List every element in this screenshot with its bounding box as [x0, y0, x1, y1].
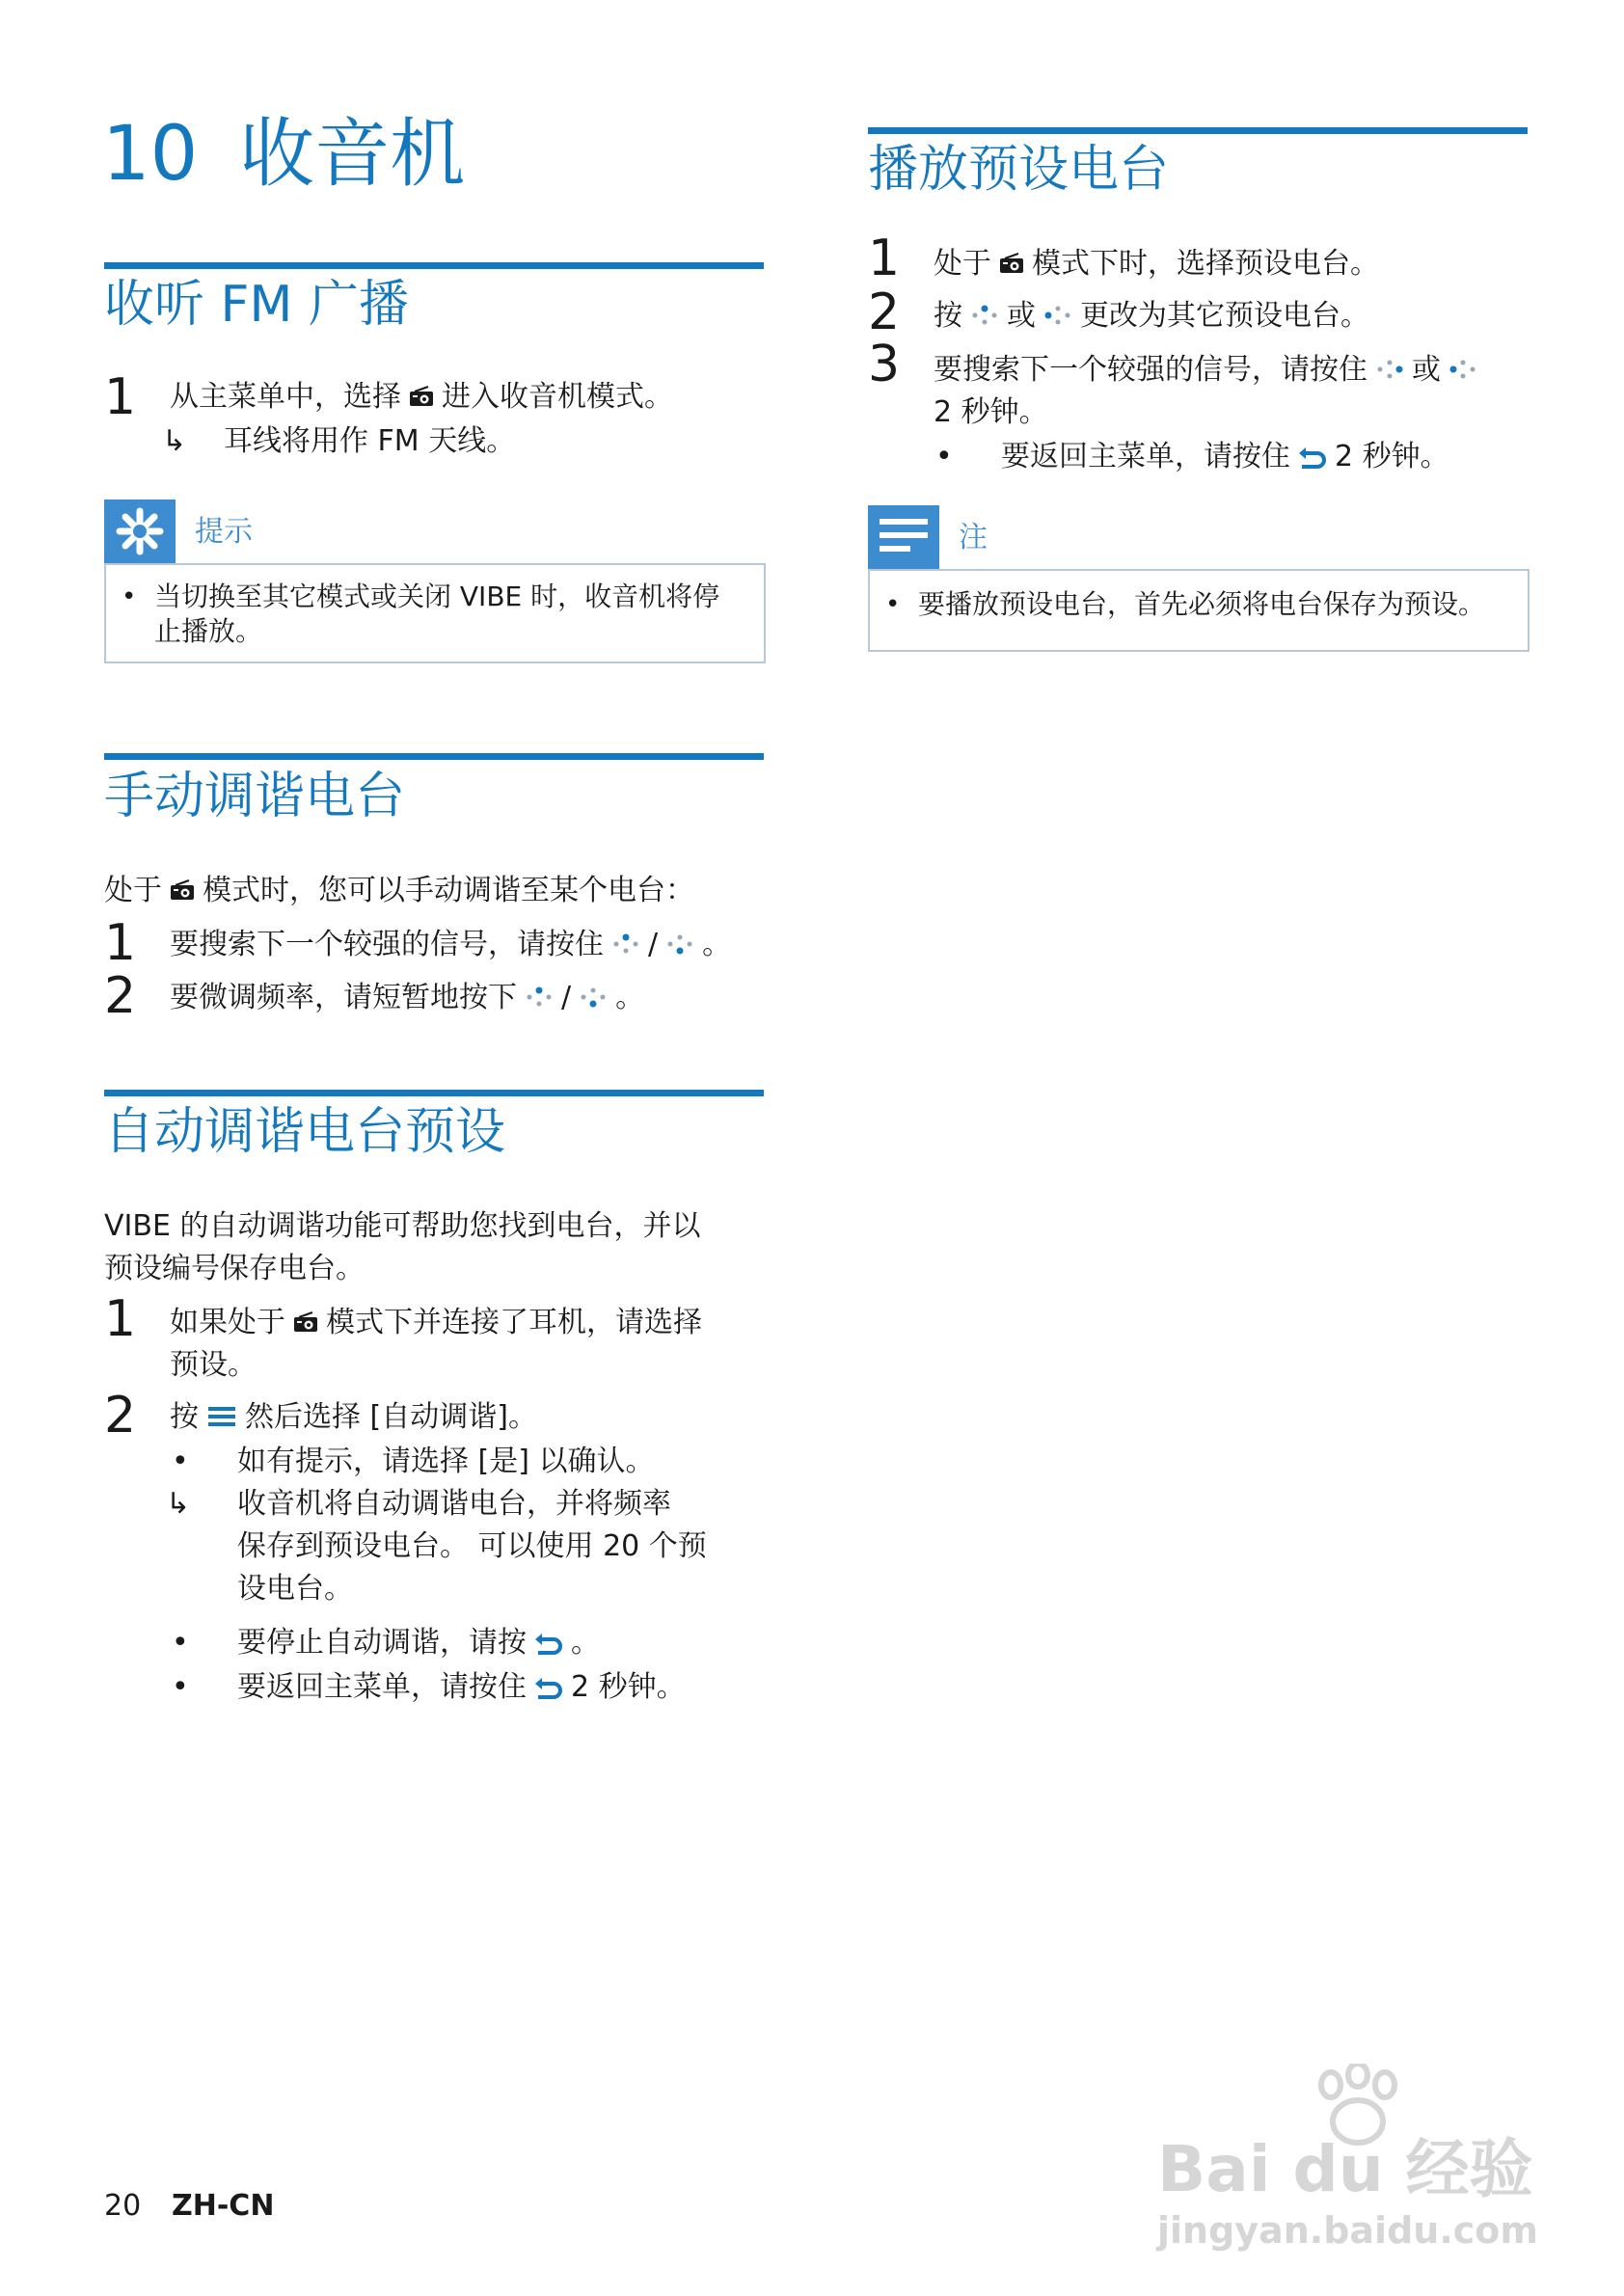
back-icon	[532, 1630, 565, 1655]
nav-up-icon	[525, 986, 554, 1008]
step-text: 处于 模式下时，选择预设电台。	[934, 247, 1379, 281]
watermark-url: jingyan.baidu.com	[1157, 2209, 1538, 2252]
tip-star-icon	[104, 500, 176, 563]
back-icon	[532, 1674, 565, 1699]
note-text: 要播放预设电台，首先必须将电台保存为预设。	[918, 588, 1486, 620]
tip-label: 提示	[195, 515, 253, 549]
result-text-line2: 保存到预设电台。 可以使用 20 个预	[237, 1529, 707, 1563]
menu-icon	[206, 1404, 237, 1429]
result-text: 耳线将用作 FM 天线。	[224, 424, 516, 458]
step-text: 从主菜单中，选择 进入收音机模式。	[170, 380, 673, 414]
result-text-line3: 设电台。	[237, 1572, 353, 1606]
result-arrow-icon: ↳	[166, 1487, 191, 1521]
section-rule	[104, 262, 764, 269]
step-number: 1	[104, 368, 137, 426]
step-number: 2	[104, 1387, 137, 1445]
section-heading-auto: 自动调谐电台预设	[104, 1103, 506, 1161]
watermark	[1157, 2064, 1543, 2256]
result-text-line1: 收音机将自动调谐电台，并将频率	[237, 1487, 671, 1521]
step-number: 1	[868, 230, 901, 287]
step-text: 要搜索下一个较强的信号，请按住 或	[934, 349, 1485, 392]
bullet-dot: •	[122, 582, 137, 611]
tip-text-line2: 止播放。	[154, 615, 263, 647]
step-text: 要微调频率，请短暂地按下 / 。	[170, 981, 645, 1014]
radio-icon	[293, 1311, 318, 1333]
tip-text-line1: 当切换至其它模式或关闭 VIBE 时，收音机将停	[154, 581, 720, 612]
chapter-title	[102, 108, 465, 201]
nav-next-icon	[1375, 359, 1404, 380]
chapter-number: 10	[102, 111, 199, 198]
bullet-dot: •	[885, 590, 901, 619]
step-number: 2	[868, 284, 901, 341]
section-heading-manual: 手动调谐电台	[104, 768, 406, 825]
nav-up-icon	[611, 933, 640, 955]
radio-icon	[409, 386, 434, 407]
nav-down-icon	[579, 986, 608, 1008]
step-text: 按 然后选择 [自动调谐]。	[170, 1400, 537, 1434]
step-number: 1	[104, 914, 137, 972]
section-rule	[868, 127, 1528, 134]
bullet-text: 如有提示，请选择 [是] 以确认。	[237, 1445, 655, 1478]
note-label: 注	[959, 521, 988, 554]
section-heading-fm: 收听 FM 广播	[104, 276, 409, 334]
note-lines-icon	[868, 505, 939, 569]
bullet-text: 要停止自动调谐，请按 。	[237, 1626, 600, 1660]
auto-intro-line2: 预设编号保存电台。	[104, 1252, 365, 1285]
nav-prev-icon	[1448, 359, 1477, 380]
bullet-text: 要返回主菜单，请按住 2 秒钟。	[237, 1670, 686, 1704]
bullet-dot: •	[172, 1626, 189, 1660]
radio-icon	[999, 253, 1024, 274]
bullet-dot: •	[172, 1670, 189, 1704]
language-code: ZH-CN	[172, 2189, 275, 2223]
nav-up-icon	[970, 305, 999, 326]
chapter-name: 收音机	[239, 111, 466, 198]
step-text-cont: 2 秒钟。	[934, 395, 1048, 429]
result-arrow-icon: ↳	[162, 424, 187, 458]
section-rule	[104, 753, 764, 760]
back-icon	[1296, 444, 1329, 469]
page-number: 20	[104, 2189, 142, 2223]
step-number: 2	[104, 967, 137, 1025]
step-text: 按 或 更改为其它预设电台。	[934, 299, 1369, 333]
step-number: 3	[868, 336, 901, 393]
step-text: 如果处于 模式下并连接了耳机，请选择	[170, 1306, 702, 1339]
section-heading-play: 播放预设电台	[868, 141, 1170, 199]
bullet-dot: •	[172, 1445, 189, 1478]
bullet-dot: •	[935, 440, 953, 473]
section-rule	[104, 1090, 764, 1096]
step-text-cont: 预设。	[170, 1348, 257, 1382]
nav-down-icon	[665, 933, 694, 955]
step-text: 要搜索下一个较强的信号，请按住 / 。	[170, 928, 732, 961]
bullet-text: 要返回主菜单，请按住 2 秒钟。	[1001, 440, 1449, 473]
manual-intro: 处于 模式时，您可以手动调谐至某个电台：	[104, 874, 694, 907]
step-number: 1	[104, 1290, 137, 1348]
nav-prev-icon	[1043, 305, 1072, 326]
radio-icon	[170, 879, 195, 901]
auto-intro-line1: VIBE 的自动调谐功能可帮助您找到电台，并以	[104, 1209, 701, 1243]
watermark-brand: Bai du 经验	[1157, 2132, 1533, 2206]
